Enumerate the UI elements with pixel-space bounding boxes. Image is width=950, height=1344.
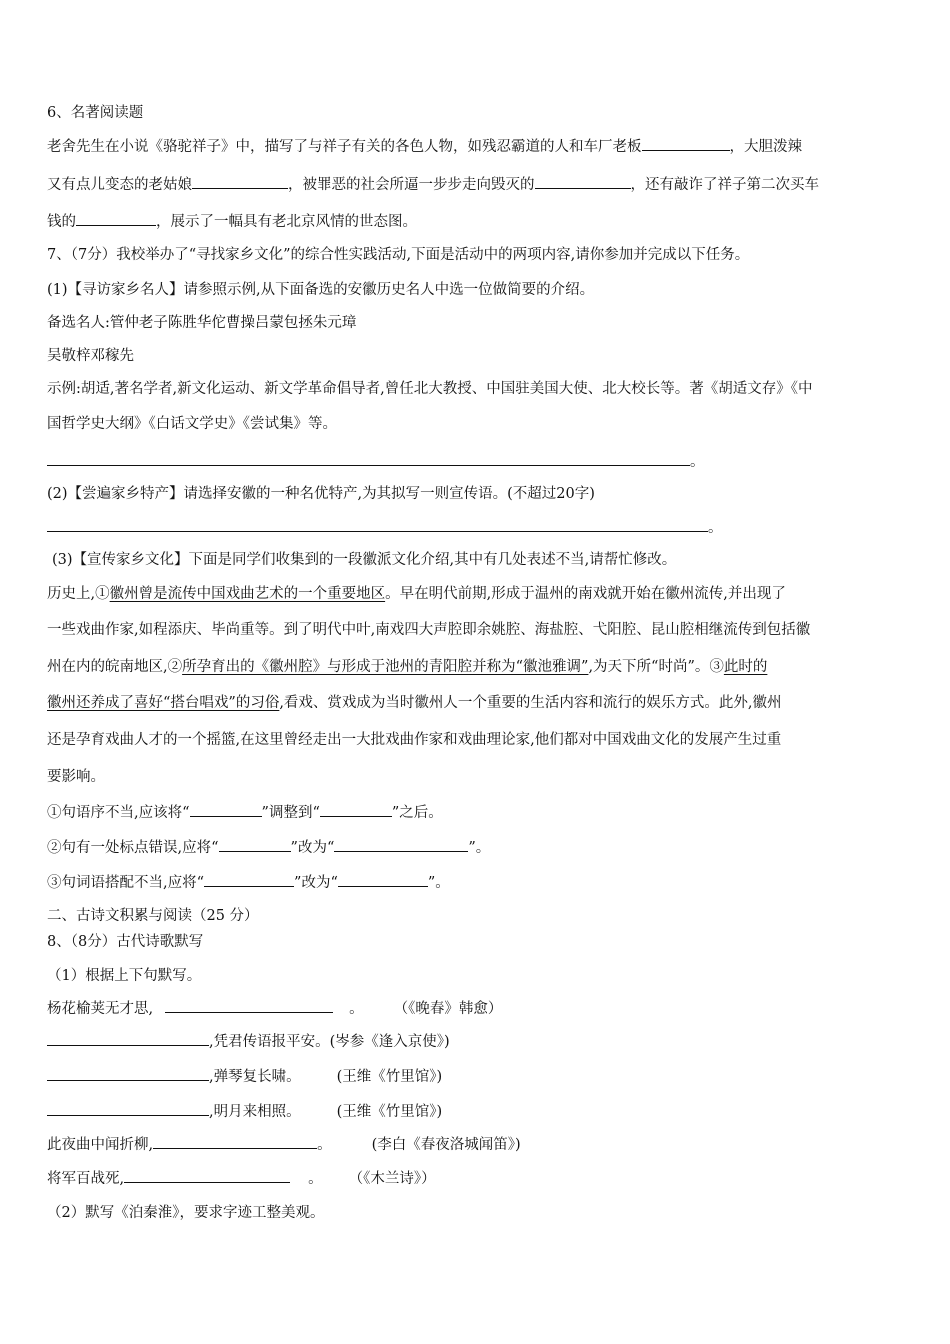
q6-heading: 6、名著阅读题 bbox=[47, 105, 144, 121]
poem-line-5: 此夜曲中闻折柳, 。 (李白《春夜洛城闻笛》) bbox=[47, 1134, 521, 1155]
q8-heading: 8、（8分）古代诗歌默写 bbox=[47, 934, 204, 950]
q7-task3: (3)【宣传家乡文化】下面是同学们收集到的一段徽派文化介绍,其中有几处表述不当,请帮忙修改。 bbox=[52, 552, 677, 568]
q6-line-1: 老舍先生在小说《骆驼祥子》中，描写了与祥子有关的各色人物，如残忍霸道的人和车厂老板 ，大胆泼辣 bbox=[47, 136, 802, 157]
answer-blank[interactable] bbox=[47, 517, 708, 532]
answer-blank[interactable] bbox=[47, 1101, 209, 1116]
answer-blank[interactable] bbox=[165, 998, 333, 1013]
answer-blank[interactable] bbox=[124, 1168, 290, 1183]
q7-example-1: 示例:胡适,著名学者,新文化运动、新文学革命倡导者,曾任北大教授、中国驻美国大使、北大校长等。著《胡适文存》《中 bbox=[47, 381, 813, 397]
q7-fix-3: ③句词语搭配不当,应将“ ”改为“ ”。 bbox=[47, 872, 450, 893]
q7-fix-1: ①句语序不当,应该将“ ”调整到“ ”之后。 bbox=[47, 802, 443, 823]
q8-sub-1: （1）根据上下句默写。 bbox=[47, 968, 202, 984]
answer-blank[interactable] bbox=[47, 1066, 209, 1081]
q7-task2: (2)【尝遍家乡特产】请选择安徽的一种名优特产,为其拟写一则宣传语。(不超过20字) bbox=[47, 486, 595, 502]
q7-passage-line-6: 要影响。 bbox=[47, 769, 105, 785]
q7-answer-line-1: 。 bbox=[47, 451, 705, 472]
answer-blank[interactable] bbox=[642, 136, 730, 151]
q7-passage-line-5: 还是孕育戏曲人才的一个摇篮,在这里曾经走出一大批戏曲作家和戏曲理论家,他们都对中国戏曲文化的发展产生过重 bbox=[47, 732, 782, 748]
q7-example-2: 国哲学史大纲》《白话文学史》《尝试集》等。 bbox=[47, 416, 337, 432]
answer-blank[interactable] bbox=[535, 174, 631, 189]
q7-task1: (1)【寻访家乡名人】请参照示例,从下面备选的安徽历史名人中选一位做简要的介绍。 bbox=[47, 282, 595, 298]
q6-line-2: 又有点儿变态的老姑娘 ，被罪恶的社会所逼一步步走向毁灭的 ，还有敲诈了祥子第二次买车 bbox=[47, 174, 819, 195]
q7-passage-line-3: 州在内的皖南地区,②所孕育出的《徽州腔》与形成于池州的青阳腔并称为“徽池雅调”,为天下所“时尚”。③此时的 bbox=[47, 659, 768, 675]
poem-line-1: 杨花榆荚无才思, 。 （《晚春》韩愈） bbox=[47, 998, 502, 1019]
answer-blank[interactable] bbox=[334, 837, 468, 852]
poem-line-4: ,明月来相照。 (王维《竹里馆》) bbox=[47, 1101, 442, 1122]
answer-blank[interactable] bbox=[320, 802, 392, 817]
answer-blank[interactable] bbox=[47, 451, 690, 466]
section-2-heading: 二、古诗文积累与阅读（25 分） bbox=[47, 908, 259, 924]
poem-line-3: ,弹琴复长啸。 (王维《竹里馆》) bbox=[47, 1066, 442, 1087]
q7-passage-line-2: 一些戏曲作家,如程添庆、毕尚重等。到了明代中叶,南戏四大声腔即余姚腔、海盐腔、弋阳腔、昆山腔相继流传到包括徽 bbox=[47, 622, 811, 638]
q7-passage-line-1: 历史上,①徽州曾是流传中国戏曲艺术的一个重要地区。早在明代前期,形成于温州的南戏就开始在徽州流传,并出现了 bbox=[47, 586, 786, 602]
answer-blank[interactable] bbox=[204, 872, 294, 887]
poem-line-6: 将军百战死, 。 （《木兰诗》） bbox=[47, 1168, 436, 1189]
answer-blank[interactable] bbox=[192, 174, 288, 189]
answer-blank[interactable] bbox=[76, 211, 156, 226]
q7-candidates-2: 吴敬梓邓稼先 bbox=[47, 348, 134, 364]
answer-blank[interactable] bbox=[190, 802, 262, 817]
q7-fix-2: ②句有一处标点错误,应将“ ”改为“ ”。 bbox=[47, 837, 490, 858]
q7-candidates-1: 备选名人:管仲老子陈胜华佗曹操吕蒙包拯朱元璋 bbox=[47, 315, 357, 331]
answer-blank[interactable] bbox=[153, 1134, 317, 1149]
q8-sub-2: （2）默写《泊秦淮》，要求字迹工整美观。 bbox=[47, 1205, 325, 1221]
answer-blank[interactable] bbox=[219, 837, 291, 852]
q6-line-3: 钱的 ，展示了一幅具有老北京风情的世态图。 bbox=[47, 211, 417, 232]
answer-blank[interactable] bbox=[47, 1031, 209, 1046]
q7-passage-line-4: 徽州还养成了喜好“搭台唱戏”的习俗,看戏、赏戏成为当时徽州人一个重要的生活内容和流行的娱乐方式。此外,徽州 bbox=[47, 695, 782, 711]
q7-answer-line-2: 。 bbox=[47, 517, 723, 538]
answer-blank[interactable] bbox=[338, 872, 428, 887]
poem-line-2: ,凭君传语报平安。(岑参《逢入京使》) bbox=[47, 1031, 450, 1052]
q7-heading: 7、（7分）我校举办了“寻找家乡文化”的综合性实践活动,下面是活动中的两项内容,请你参加并完成以下任务。 bbox=[47, 247, 750, 263]
